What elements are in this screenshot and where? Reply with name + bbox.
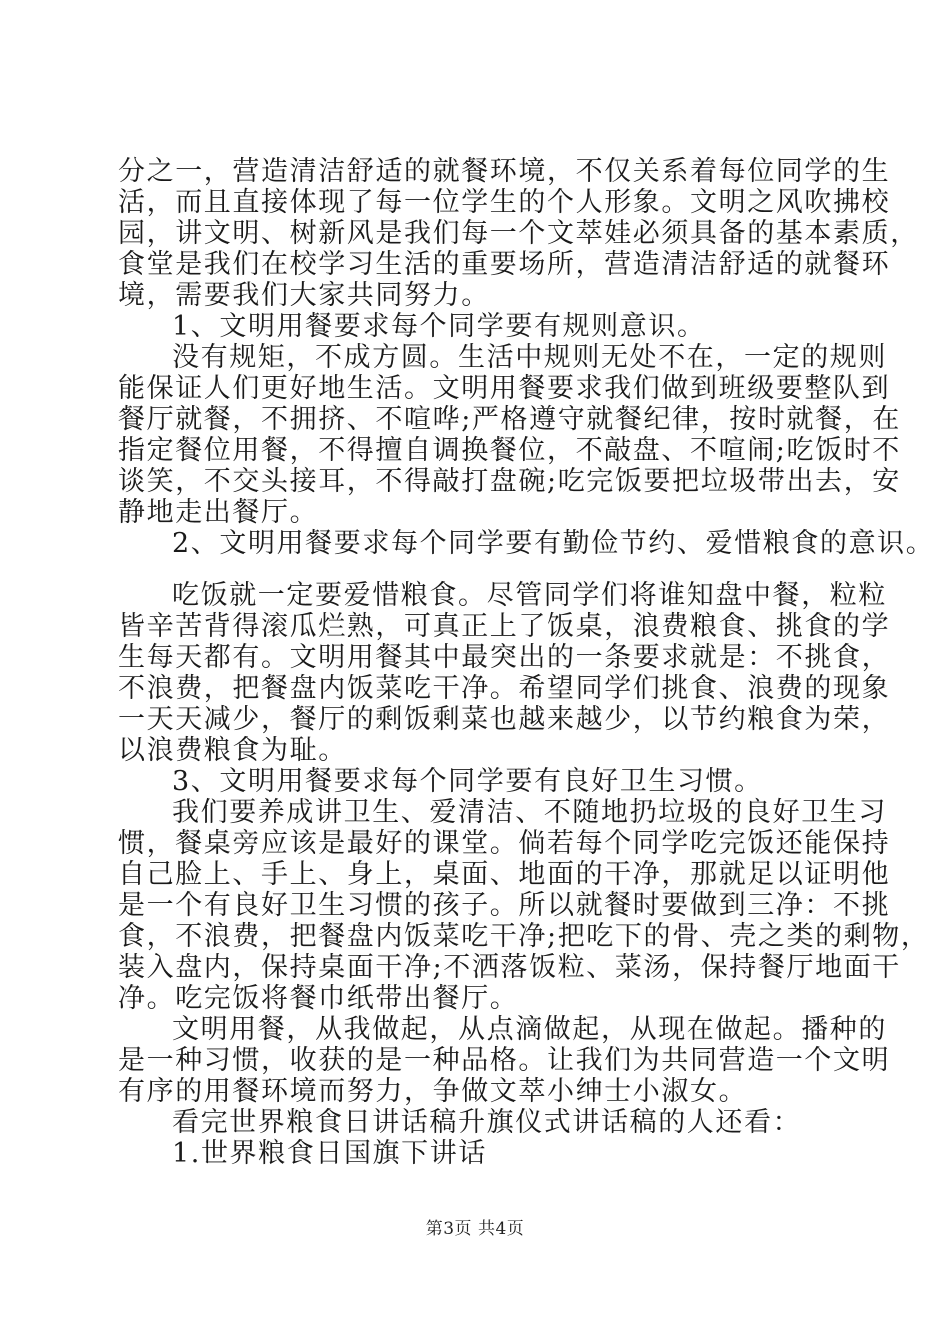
page-number-footer: 第3页 共4页 <box>425 1219 525 1239</box>
text-line: 惯，餐桌旁应该是最好的课堂。倘若每个同学吃完饭还能保持 <box>118 828 891 860</box>
text-line: 没有规矩，不成方圆。生活中规则无处不在，一定的规则 <box>172 341 887 373</box>
text-line: 谈笑，不交头接耳，不得敲打盘碗;吃完饭要把垃圾带出去，安 <box>118 465 901 497</box>
text-line: 有序的用餐环境而努力，争做文萃小绅士小淑女。 <box>118 1076 748 1108</box>
text-line: 静地走出餐厅。 <box>118 496 319 528</box>
text-line: 能保证人们更好地生活。文明用餐要求我们做到班级要整队到 <box>118 372 891 404</box>
text-line: 看完世界粮食日讲话稿升旗仪式讲话稿的人还看： <box>172 1107 802 1139</box>
text-line: 吃饭就一定要爱惜粮食。尽管同学们将谁知盘中餐，粒粒 <box>172 580 887 612</box>
text-line: 以浪费粮食为耻。 <box>118 735 347 767</box>
text-line: 一天天减少，餐厅的剩饭剩菜也越来越少，以节约粮食为荣， <box>118 704 891 736</box>
related-link[interactable]: 1.世界粮食日国旗下讲话 <box>172 1138 487 1169</box>
text-line: 是一个有良好卫生习惯的孩子。所以就餐时要做到三净：不挑 <box>118 890 891 922</box>
text-line: 分之一，营造清洁舒适的就餐环境，不仅关系着每位同学的生 <box>118 156 891 187</box>
section-heading: 3、文明用餐要求每个同学要有良好卫生习惯。 <box>172 766 763 798</box>
text-line: 境，需要我们大家共同努力。 <box>118 279 490 311</box>
text-line: 园，讲文明、树新风是我们每一个文萃娃必须具备的基本素质， <box>118 217 919 249</box>
text-line: 文明用餐，从我做起，从点滴做起，从现在做起。播种的 <box>172 1014 887 1046</box>
text-line: 指定餐位用餐，不得擅自调换餐位，不敲盘、不喧闹;吃饭时不 <box>118 434 901 466</box>
text-line: 装入盘内，保持桌面干净;不洒落饭粒、菜汤，保持餐厅地面干 <box>118 952 901 984</box>
text-line: 餐厅就餐，不拥挤、不喧哗;严格遵守就餐纪律，按时就餐，在 <box>118 403 901 435</box>
text-line: 不浪费，把餐盘内饭菜吃干净。希望同学们挑食、浪费的现象 <box>118 673 891 705</box>
text-line: 食，不浪费，把餐盘内饭菜吃干净;把吃下的骨、壳之类的剩物， <box>118 921 930 953</box>
text-line: 皆辛苦背得滚瓜烂熟，可真正上了饭桌，浪费粮食、挑食的学 <box>118 611 891 643</box>
text-line: 净。吃完饭将餐巾纸带出餐厅。 <box>118 983 519 1015</box>
text-line: 自己脸上、手上、身上，桌面、地面的干净，那就足以证明他 <box>118 859 891 891</box>
text-line: 我们要养成讲卫生、爱清洁、不随地扔垃圾的良好卫生习 <box>172 797 887 829</box>
text-line: 食堂是我们在校学习生活的重要场所，营造清洁舒适的就餐环 <box>118 248 891 280</box>
section-heading: 1、文明用餐要求每个同学要有规则意识。 <box>172 310 706 342</box>
text-line: 活，而且直接体现了每一位学生的个人形象。文明之风吹拂校 <box>118 186 891 218</box>
text-line: 生每天都有。文明用餐其中最突出的一条要求就是：不挑食， <box>118 642 891 674</box>
text-line: 是一种习惯，收获的是一种品格。让我们为共同营造一个文明 <box>118 1045 891 1077</box>
section-heading: 2、文明用餐要求每个同学要有勤俭节约、爱惜粮食的意识。 <box>172 527 935 559</box>
